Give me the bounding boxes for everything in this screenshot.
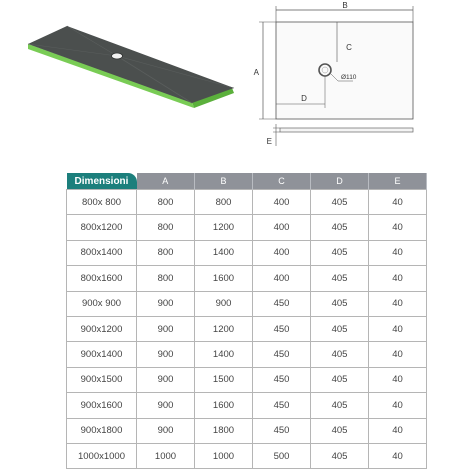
cell-b: 1400	[195, 342, 253, 367]
table-row	[67, 342, 427, 367]
cell-c: 400	[253, 266, 311, 291]
cell-size: 900x1600	[67, 393, 137, 418]
cell-size: 800x1400	[67, 240, 137, 265]
label-drain: Ø110	[341, 74, 357, 81]
cell-c: 450	[253, 291, 311, 316]
cell-c: 450	[253, 418, 311, 443]
cell-c: 400	[253, 215, 311, 240]
header-d: D	[311, 173, 369, 190]
cell-size: 900x1200	[67, 316, 137, 341]
label-a: A	[253, 68, 259, 77]
cell-size: 900x1400	[67, 342, 137, 367]
cell-b: 1200	[195, 316, 253, 341]
dimension-table	[66, 173, 427, 469]
cell-b: 1000	[195, 443, 253, 468]
cell-b: 1500	[195, 367, 253, 392]
cell-size: 900x1800	[67, 418, 137, 443]
label-d: D	[301, 94, 307, 103]
cell-b: 900	[195, 291, 253, 316]
header-a: A	[137, 173, 195, 190]
cell-c: 450	[253, 342, 311, 367]
header-e: E	[369, 173, 427, 190]
table-row	[67, 418, 427, 443]
cell-d: 405	[311, 342, 369, 367]
cell-d: 405	[311, 240, 369, 265]
header-c: C	[253, 173, 311, 190]
cell-c: 450	[253, 367, 311, 392]
plan-outline	[276, 22, 413, 119]
table-header-row	[67, 173, 427, 190]
cell-size: 1000x1000	[67, 443, 137, 468]
cell-e: 40	[369, 342, 427, 367]
cell-e: 40	[369, 418, 427, 443]
cell-a: 1000	[137, 443, 195, 468]
cell-c: 400	[253, 240, 311, 265]
table-row	[67, 240, 427, 265]
label-e: E	[266, 137, 272, 146]
cell-a: 800	[137, 266, 195, 291]
cell-e: 40	[369, 266, 427, 291]
header-b: B	[195, 173, 253, 190]
cell-b: 1400	[195, 240, 253, 265]
table-row	[67, 266, 427, 291]
header-dimensioni: Dimensioni	[67, 173, 137, 190]
cell-b: 800	[195, 190, 253, 215]
table-row	[67, 190, 427, 215]
cell-a: 900	[137, 316, 195, 341]
cell-c: 400	[253, 190, 311, 215]
table-row	[67, 393, 427, 418]
cell-a: 800	[137, 240, 195, 265]
cell-size: 900x1500	[67, 367, 137, 392]
cell-e: 40	[369, 291, 427, 316]
cell-e: 40	[369, 393, 427, 418]
cell-e: 40	[369, 443, 427, 468]
cell-a: 800	[137, 215, 195, 240]
cell-d: 405	[311, 190, 369, 215]
technical-drawing	[245, 0, 470, 160]
shower-tray-image	[22, 22, 237, 162]
cell-b: 1600	[195, 393, 253, 418]
table-body	[67, 190, 427, 469]
cell-d: 405	[311, 316, 369, 341]
cell-size: 800x1600	[67, 266, 137, 291]
cell-b: 1800	[195, 418, 253, 443]
cell-c: 450	[253, 393, 311, 418]
table-row	[67, 316, 427, 341]
cell-a: 900	[137, 393, 195, 418]
cell-e: 40	[369, 190, 427, 215]
cell-a: 800	[137, 190, 195, 215]
cell-size: 900x 900	[67, 291, 137, 316]
table-row	[67, 367, 427, 392]
cell-d: 405	[311, 266, 369, 291]
cell-e: 40	[369, 316, 427, 341]
cell-e: 40	[369, 240, 427, 265]
cell-a: 900	[137, 291, 195, 316]
drain-icon	[112, 53, 123, 59]
cell-c: 450	[253, 316, 311, 341]
label-c: C	[346, 43, 352, 52]
cell-d: 405	[311, 418, 369, 443]
cell-size: 800x 800	[67, 190, 137, 215]
table-row	[67, 215, 427, 240]
cell-d: 405	[311, 443, 369, 468]
side-profile	[280, 128, 413, 132]
table-row	[67, 291, 427, 316]
cell-d: 405	[311, 367, 369, 392]
cell-b: 1200	[195, 215, 253, 240]
cell-c: 500	[253, 443, 311, 468]
cell-a: 900	[137, 367, 195, 392]
cell-d: 405	[311, 291, 369, 316]
cell-d: 405	[311, 215, 369, 240]
cell-size: 800x1200	[67, 215, 137, 240]
label-b: B	[342, 1, 348, 10]
cell-d: 405	[311, 393, 369, 418]
cell-e: 40	[369, 215, 427, 240]
cell-a: 900	[137, 418, 195, 443]
cell-e: 40	[369, 367, 427, 392]
cell-b: 1600	[195, 266, 253, 291]
cell-a: 900	[137, 342, 195, 367]
table-row	[67, 443, 427, 468]
